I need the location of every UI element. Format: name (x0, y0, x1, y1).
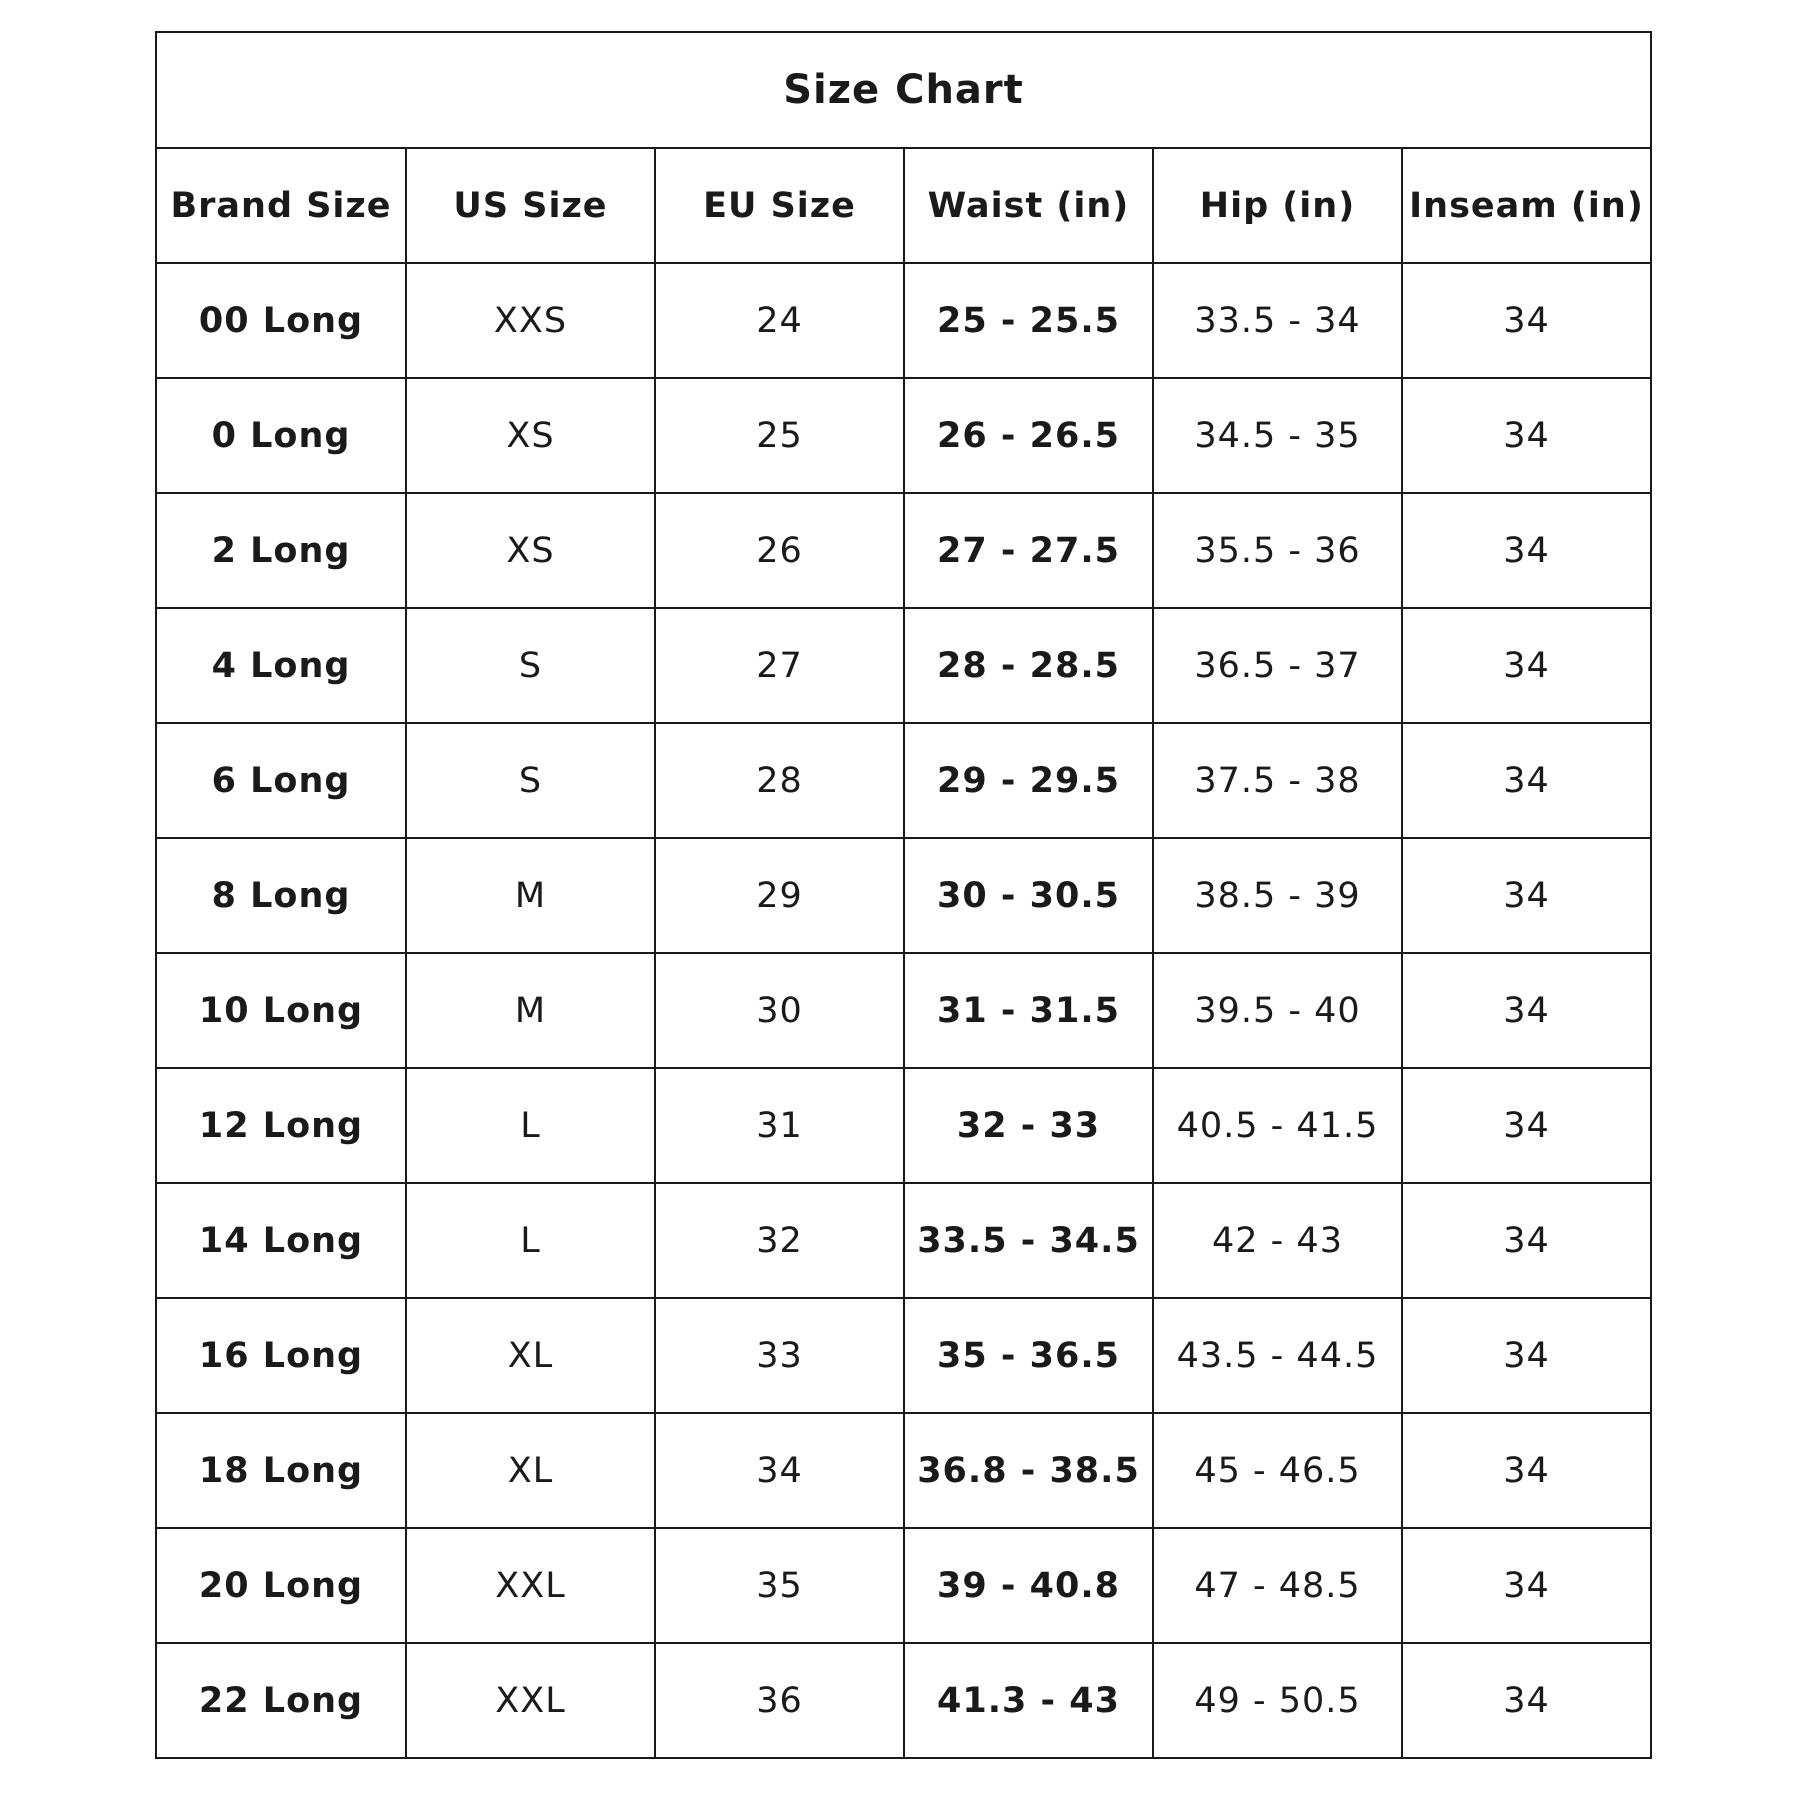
waist-cell: 33.5 - 34.5 (904, 1183, 1153, 1298)
hip-cell: 36.5 - 37 (1153, 608, 1402, 723)
inseam-cell: 34 (1402, 1183, 1651, 1298)
us-size-cell: M (406, 953, 655, 1068)
column-header-hip: Hip (in) (1153, 148, 1402, 263)
table-row (156, 953, 1651, 1068)
eu-size-cell: 26 (655, 493, 904, 608)
column-header-inseam: Inseam (in) (1402, 148, 1651, 263)
table-body (156, 263, 1651, 1758)
waist-cell: 25 - 25.5 (904, 263, 1153, 378)
size-chart-table (155, 31, 1652, 1759)
inseam-cell: 34 (1402, 493, 1651, 608)
eu-size-cell: 27 (655, 608, 904, 723)
header-row (156, 148, 1651, 263)
us-size-cell: XL (406, 1413, 655, 1528)
inseam-cell: 34 (1402, 1298, 1651, 1413)
waist-cell: 27 - 27.5 (904, 493, 1153, 608)
us-size-cell: XXS (406, 263, 655, 378)
brand-size-cell: 18 Long (156, 1413, 406, 1528)
eu-size-cell: 34 (655, 1413, 904, 1528)
us-size-cell: XXL (406, 1528, 655, 1643)
waist-cell: 36.8 - 38.5 (904, 1413, 1153, 1528)
eu-size-cell: 32 (655, 1183, 904, 1298)
us-size-cell: L (406, 1183, 655, 1298)
eu-size-cell: 31 (655, 1068, 904, 1183)
eu-size-cell: 28 (655, 723, 904, 838)
waist-cell: 30 - 30.5 (904, 838, 1153, 953)
table-row (156, 378, 1651, 493)
table-row (156, 1183, 1651, 1298)
table-row (156, 1413, 1651, 1528)
column-header-eu-size: EU Size (655, 148, 904, 263)
table-row (156, 1298, 1651, 1413)
inseam-cell: 34 (1402, 1413, 1651, 1528)
hip-cell: 33.5 - 34 (1153, 263, 1402, 378)
inseam-cell: 34 (1402, 1068, 1651, 1183)
column-header-waist: Waist (in) (904, 148, 1153, 263)
column-header-brand-size: Brand Size (156, 148, 406, 263)
inseam-cell: 34 (1402, 953, 1651, 1068)
brand-size-cell: 22 Long (156, 1643, 406, 1758)
us-size-cell: XS (406, 493, 655, 608)
eu-size-cell: 36 (655, 1643, 904, 1758)
hip-cell: 47 - 48.5 (1153, 1528, 1402, 1643)
brand-size-cell: 10 Long (156, 953, 406, 1068)
waist-cell: 26 - 26.5 (904, 378, 1153, 493)
inseam-cell: 34 (1402, 263, 1651, 378)
hip-cell: 37.5 - 38 (1153, 723, 1402, 838)
eu-size-cell: 30 (655, 953, 904, 1068)
eu-size-cell: 33 (655, 1298, 904, 1413)
us-size-cell: L (406, 1068, 655, 1183)
table-row (156, 608, 1651, 723)
inseam-cell: 34 (1402, 723, 1651, 838)
brand-size-cell: 6 Long (156, 723, 406, 838)
us-size-cell: S (406, 608, 655, 723)
hip-cell: 34.5 - 35 (1153, 378, 1402, 493)
brand-size-cell: 0 Long (156, 378, 406, 493)
waist-cell: 35 - 36.5 (904, 1298, 1153, 1413)
hip-cell: 40.5 - 41.5 (1153, 1068, 1402, 1183)
brand-size-cell: 12 Long (156, 1068, 406, 1183)
title-row (156, 32, 1651, 148)
hip-cell: 39.5 - 40 (1153, 953, 1402, 1068)
inseam-cell: 34 (1402, 1643, 1651, 1758)
inseam-cell: 34 (1402, 1528, 1651, 1643)
waist-cell: 29 - 29.5 (904, 723, 1153, 838)
eu-size-cell: 25 (655, 378, 904, 493)
hip-cell: 49 - 50.5 (1153, 1643, 1402, 1758)
waist-cell: 32 - 33 (904, 1068, 1153, 1183)
hip-cell: 43.5 - 44.5 (1153, 1298, 1402, 1413)
table-row (156, 493, 1651, 608)
waist-cell: 41.3 - 43 (904, 1643, 1153, 1758)
inseam-cell: 34 (1402, 378, 1651, 493)
eu-size-cell: 24 (655, 263, 904, 378)
hip-cell: 45 - 46.5 (1153, 1413, 1402, 1528)
us-size-cell: XL (406, 1298, 655, 1413)
eu-size-cell: 29 (655, 838, 904, 953)
hip-cell: 38.5 - 39 (1153, 838, 1402, 953)
brand-size-cell: 2 Long (156, 493, 406, 608)
us-size-cell: XXL (406, 1643, 655, 1758)
waist-cell: 28 - 28.5 (904, 608, 1153, 723)
column-header-us-size: US Size (406, 148, 655, 263)
brand-size-cell: 14 Long (156, 1183, 406, 1298)
table-row (156, 1643, 1651, 1758)
table-row (156, 723, 1651, 838)
us-size-cell: S (406, 723, 655, 838)
brand-size-cell: 20 Long (156, 1528, 406, 1643)
waist-cell: 39 - 40.8 (904, 1528, 1153, 1643)
us-size-cell: M (406, 838, 655, 953)
hip-cell: 35.5 - 36 (1153, 493, 1402, 608)
inseam-cell: 34 (1402, 838, 1651, 953)
brand-size-cell: 16 Long (156, 1298, 406, 1413)
us-size-cell: XS (406, 378, 655, 493)
waist-cell: 31 - 31.5 (904, 953, 1153, 1068)
brand-size-cell: 8 Long (156, 838, 406, 953)
table-row (156, 1068, 1651, 1183)
table-row (156, 1528, 1651, 1643)
table-row (156, 263, 1651, 378)
table-row (156, 838, 1651, 953)
table-title: Size Chart (156, 32, 1651, 148)
brand-size-cell: 00 Long (156, 263, 406, 378)
eu-size-cell: 35 (655, 1528, 904, 1643)
inseam-cell: 34 (1402, 608, 1651, 723)
brand-size-cell: 4 Long (156, 608, 406, 723)
hip-cell: 42 - 43 (1153, 1183, 1402, 1298)
